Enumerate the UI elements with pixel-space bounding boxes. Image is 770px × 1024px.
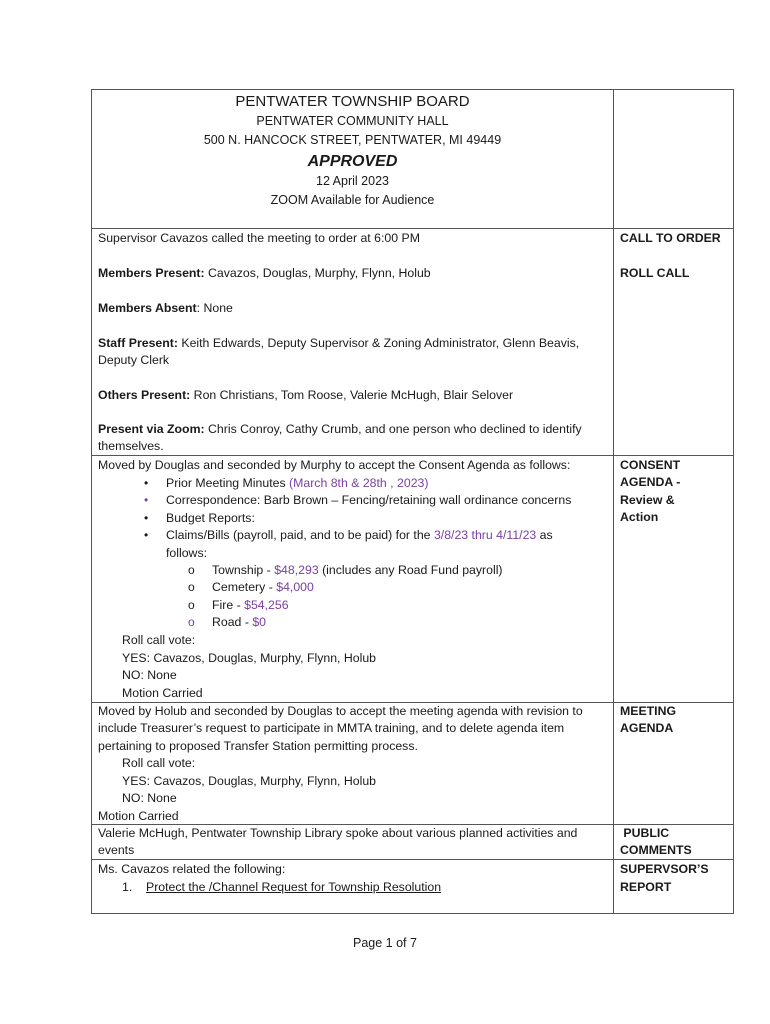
board-title: PENTWATER TOWNSHIP BOARD [235,93,470,110]
row-divider [92,455,733,456]
cemetery-amount: Cemetery - $4,000 [212,580,314,594]
agenda-result: Motion Carried [98,809,179,823]
prior-minutes: Prior Meeting Minutes (March 8th & 28th , 2023) [166,476,429,490]
bullet-icon: • [144,528,149,542]
consent-intro: Moved by Douglas and seconded by Murphy to accept the Consent Agenda as follows: [98,458,571,472]
bullet-icon: • [144,511,149,525]
row-divider [92,228,733,229]
agenda-label-1: MEETING [620,704,677,718]
supervisor-item: Protect the /Channel Request for Township Resolution [146,880,442,894]
circle-bullet-icon: o [188,580,195,594]
fire-amount: Fire - $54,256 [212,598,289,612]
supervisor-intro: Ms. Cavazos related the following: [98,862,286,876]
agenda-line3: pertaining to proposed Transfer Station permitting process. [98,739,418,753]
consent-yes: YES: Cavazos, Douglas, Murphy, Flynn, Holub [122,651,377,665]
circle-bullet-icon: o [188,615,195,629]
budget-reports: Budget Reports: [166,511,255,525]
consent-vote: Roll call vote: [122,633,196,647]
agenda-line1: Moved by Holub and seconded by Douglas to accept the meeting agenda with revision to [98,704,583,718]
staff-present-line2: Deputy Clerk [98,353,170,367]
circle-bullet-icon: o [188,598,195,612]
correspondence: Correspondence: Barb Brown – Fencing/retaining wall ordinance concerns [166,493,572,507]
supervisor-label-2: REPORT [620,880,672,894]
zoom-present-line2: themselves. [98,439,164,453]
others-present: Others Present: Ron Christians, Tom Roose, Valerie McHugh, Blair Selover [98,388,514,402]
circle-bullet-icon: o [188,563,195,577]
members-present: Members Present: Cavazos, Douglas, Murphy, Flynn, Holub [98,266,431,280]
hall-name: PENTWATER COMMUNITY HALL [256,114,449,128]
zoom-present: Present via Zoom: Chris Conroy, Cathy Crumb, and one person who declined to identify [98,422,582,436]
public-label-2: COMMENTS [620,843,692,857]
consent-label-4: Action [620,510,659,524]
zoom-note: ZOOM Available for Audience [270,193,435,207]
consent-result: Motion Carried [122,686,203,700]
members-absent: Members Absent: None [98,301,233,315]
claims-bills-line2: follows: [166,546,208,560]
public-line1: Valerie McHugh, Pentwater Township Library spoke about various planned activities and [98,826,578,840]
public-label-1: PUBLIC [620,826,670,840]
minutes-table [91,89,734,914]
consent-label-3: Review & [620,493,675,507]
township-amount: Township - $48,293 (includes any Road Fund payroll) [212,563,503,577]
agenda-line2: include Treasurer’s request to participate in MMTA training, and to delete agenda item [98,721,565,735]
consent-label-2: AGENDA - [620,475,681,489]
claims-bills: Claims/Bills (payroll, paid, and to be paid) for the 3/8/23 thru 4/11/23 as [166,528,553,542]
bullet-icon: • [144,476,149,490]
page-number: Page 1 of 7 [353,936,417,950]
call-to-order-text: Supervisor Cavazos called the meeting to order at 6:00 PM [98,231,420,245]
consent-no: NO: None [122,668,177,682]
agenda-no: NO: None [122,791,177,805]
public-line2: events [98,843,135,857]
supervisor-label-1: SUPERVSOR’S [620,862,709,876]
agenda-vote: Roll call vote: [122,756,196,770]
agenda-label-2: AGENDA [620,721,674,735]
roll-call-label: ROLL CALL [620,266,690,280]
supervisor-item-number: 1. [122,880,133,894]
consent-label-1: CONSENT [620,458,681,472]
meeting-date: 12 April 2023 [316,174,389,188]
road-amount: Road - $0 [212,615,267,629]
address: 500 N. HANCOCK STREET, PENTWATER, MI 49449 [203,133,502,147]
call-to-order-label: CALL TO ORDER [620,231,721,245]
agenda-yes: YES: Cavazos, Douglas, Murphy, Flynn, Holub [122,774,377,788]
staff-present: Staff Present: Keith Edwards, Deputy Supervisor & Zoning Administrator, Glenn Beavis, [98,336,580,350]
column-divider [613,90,614,913]
approved-status: APPROVED [307,153,398,170]
bullet-icon: • [144,493,149,507]
